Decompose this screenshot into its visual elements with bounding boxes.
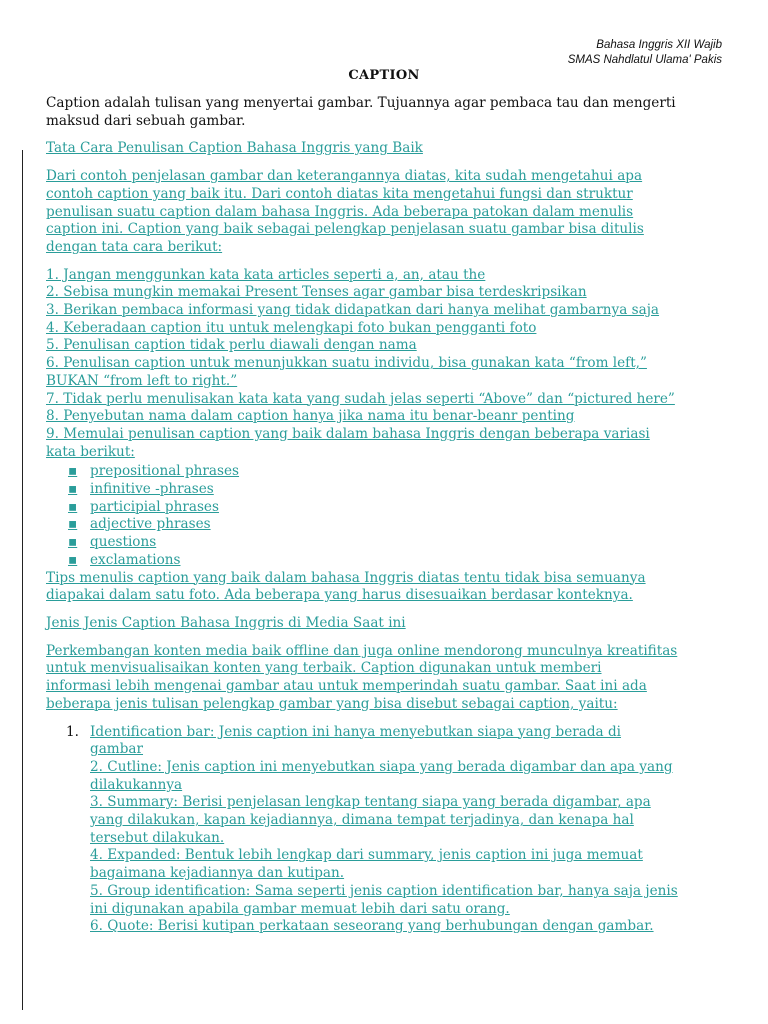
type-item[interactable]: 3. Summary: Berisi penjelasan lengkap tentang siapa yang berada digambar, apa bbox=[90, 794, 651, 811]
rule-item[interactable]: 3. Berikan pembaca informasi yang tidak didapatkan dari hanya melihat gambarnya saja bbox=[46, 302, 660, 319]
rule-item[interactable]: 5. Penulisan caption tidak perlu diawali dengan nama bbox=[46, 337, 417, 354]
paragraph-line[interactable]: informasi lebih mengenai gambar atau untuk memperindah suatu gambar. Saat ini ada bbox=[46, 678, 647, 695]
intro-paragraph bbox=[46, 95, 730, 130]
paragraph-line[interactable]: Dari contoh penjelasan gambar dan keterangannya diatas, kita sudah mengetahui apa bbox=[46, 168, 643, 185]
intro-line: Caption adalah tulisan yang menyertai gambar. Tujuannya agar pembaca tau dan mengerti bbox=[46, 95, 676, 111]
type-item[interactable]: bagaimana kejadiannya dan kutipan. bbox=[90, 865, 345, 882]
variation-text[interactable]: exclamations bbox=[90, 551, 181, 568]
page-title: CAPTION bbox=[348, 68, 420, 83]
document-body bbox=[46, 95, 730, 936]
type-item[interactable]: dilakukannya bbox=[90, 776, 183, 793]
variation-text[interactable]: adjective phrases bbox=[90, 516, 211, 533]
section1-paragraph[interactable] bbox=[46, 168, 730, 257]
intro-line: maksud dari sebuah gambar. bbox=[46, 112, 246, 129]
caption-types-list bbox=[46, 724, 730, 936]
closing-line[interactable]: diapakai dalam satu foto. Ada beberapa yang harus disesuaikan berdasar konteknya. bbox=[46, 587, 633, 604]
bullet-icon: ▪ bbox=[68, 463, 78, 480]
variation-list bbox=[46, 463, 730, 569]
type-item[interactable]: ini digunakan apabila gambar memuat lebih dari satu orang. bbox=[90, 900, 510, 917]
rule-item[interactable]: 1. Jangan menggunkan kata kata articles seperti a, an, atau the bbox=[46, 266, 486, 283]
paragraph-line[interactable]: Perkembangan konten media baik offline dan juga online mendorong munculnya kreatifitas bbox=[46, 642, 678, 659]
bullet-icon: ▪ bbox=[68, 516, 78, 533]
margin-rule bbox=[22, 150, 23, 1010]
list-item[interactable] bbox=[68, 463, 730, 481]
closing-line[interactable]: Tips menulis caption yang baik dalam bahasa Inggris diatas tentu tidak bisa semuanya bbox=[46, 569, 646, 586]
type-item[interactable]: 5. Group identification: Sama seperti jenis caption identification bar, hanya saja jenis bbox=[90, 882, 678, 899]
bullet-icon: ▪ bbox=[68, 498, 78, 515]
variation-text[interactable]: participial phrases bbox=[90, 498, 219, 515]
rule-item[interactable]: 6. Penulisan caption untuk menunjukkan suatu individu, bisa gunakan kata “from left,” bbox=[46, 355, 647, 372]
variation-text[interactable]: questions bbox=[90, 534, 157, 551]
section2-paragraph[interactable] bbox=[46, 643, 730, 714]
list-item[interactable] bbox=[68, 534, 730, 552]
type-item[interactable]: tersebut dilakukan. bbox=[90, 829, 225, 846]
type-item[interactable]: gambar bbox=[90, 741, 144, 758]
list-marker: 1. bbox=[66, 723, 79, 740]
bullet-icon: ▪ bbox=[68, 551, 78, 568]
document-header bbox=[568, 38, 722, 68]
header-subject: Bahasa Inggris XII Wajib bbox=[596, 39, 722, 51]
rule-item[interactable]: 8. Penyebutan nama dalam caption hanya jika nama itu benar-beanr penting bbox=[46, 408, 575, 425]
paragraph-line[interactable]: beberapa jenis tulisan pelengkap gambar yang bisa disebut sebagai caption, yaitu: bbox=[46, 695, 618, 712]
section2-heading[interactable] bbox=[46, 615, 730, 633]
rule-item[interactable]: BUKAN “from left to right.” bbox=[46, 372, 238, 389]
rule-item[interactable]: 9. Memulai penulisan caption yang baik dalam bahasa Inggris dengan beberapa variasi bbox=[46, 425, 650, 442]
bullet-icon: ▪ bbox=[68, 481, 78, 498]
paragraph-line[interactable]: contoh caption yang baik itu. Dari contoh diatas kita mengetahui fungsi dan struktur bbox=[46, 185, 633, 202]
variation-text[interactable]: prepositional phrases bbox=[90, 463, 240, 480]
paragraph-line[interactable]: caption ini. Caption yang baik sebagai pelengkap penjelasan suatu gambar bisa ditulis bbox=[46, 221, 644, 238]
paragraph-line[interactable]: penulisan suatu caption dalam bahasa Inggris. Ada beberapa patokan dalam menulis bbox=[46, 203, 634, 220]
rules-list bbox=[46, 267, 730, 605]
paragraph-line[interactable]: dengan tata cara berikut: bbox=[46, 238, 223, 255]
type-item[interactable]: Identification bar: Jenis caption ini hanya menyebutkan siapa yang berada di bbox=[90, 723, 622, 740]
section2-heading-text[interactable]: Jenis Jenis Caption Bahasa Inggris di Media Saat ini bbox=[46, 614, 406, 631]
header-school: SMAS Nahdlatul Ulama' Pakis bbox=[567, 54, 722, 66]
paragraph-line[interactable]: untuk menvisualisaikan konten yang terbaik. Caption digunakan untuk memberi bbox=[46, 660, 602, 677]
rule-item[interactable]: 2. Sebisa mungkin memakai Present Tenses agar gambar bisa terdeskripsikan bbox=[46, 284, 587, 301]
type-item[interactable]: 2. Cutline: Jenis caption ini menyebutkan siapa yang berada digambar dan apa yang bbox=[90, 758, 673, 775]
list-item[interactable] bbox=[68, 481, 730, 499]
section1-heading-text[interactable]: Tata Cara Penulisan Caption Bahasa Inggris yang Baik bbox=[46, 140, 423, 157]
list-item[interactable] bbox=[68, 516, 730, 534]
list-item[interactable] bbox=[68, 552, 730, 570]
rule-item[interactable]: kata berikut: bbox=[46, 443, 135, 460]
section1-heading[interactable] bbox=[46, 140, 730, 158]
type-item[interactable]: yang dilakukan, kapan kejadiannya, dimana tempat terjadinya, dan kenapa hal bbox=[90, 812, 634, 829]
bullet-icon: ▪ bbox=[68, 534, 78, 551]
rule-item[interactable]: 4. Keberadaan caption itu untuk melengkapi foto bukan pengganti foto bbox=[46, 319, 537, 336]
variation-text[interactable]: infinitive -phrases bbox=[90, 481, 214, 498]
rule-item[interactable]: 7. Tidak perlu menulisakan kata kata yang sudah jelas seperti “Above” dan “pictured here” bbox=[46, 390, 675, 407]
type-item[interactable]: 6. Quote: Berisi kutipan perkataan seseorang yang berhubungan dengan gambar. bbox=[90, 918, 654, 935]
list-item[interactable] bbox=[68, 499, 730, 517]
type-item[interactable]: 4. Expanded: Bentuk lebih lengkap dari summary, jenis caption ini juga memuat bbox=[90, 847, 643, 864]
